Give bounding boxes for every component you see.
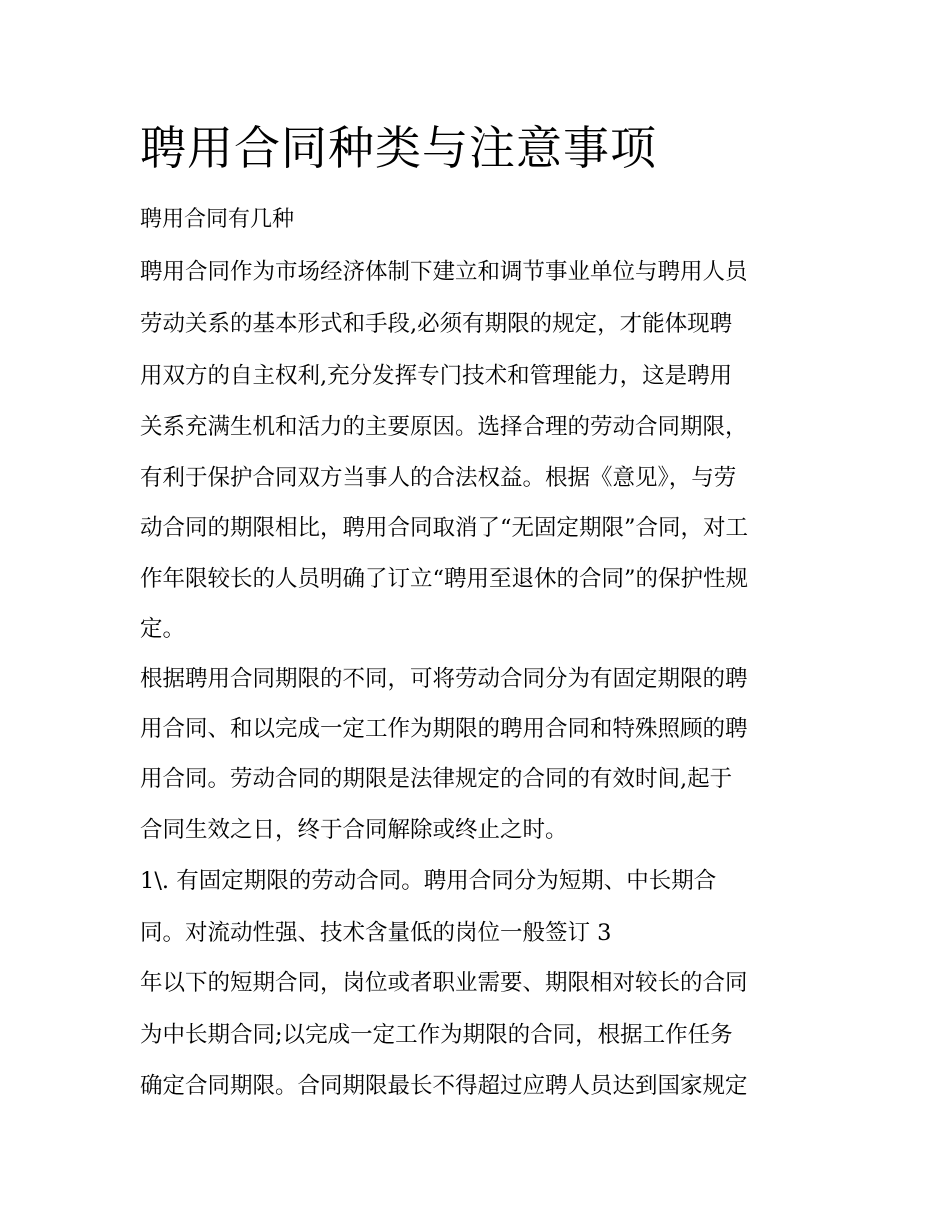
section-heading: 聘用合同有几种 xyxy=(140,207,295,232)
text-line: 用合同。劳动合同的期限是法律规定的合同的有效时间,起于 xyxy=(140,766,733,792)
text-line: 有利于保护合同双方当事人的合法权益。根据《意见》，与劳 xyxy=(140,465,737,491)
text-line: 定。 xyxy=(140,616,186,642)
text-line: 动合同的期限相比，聘用合同取消了“无固定期限”合同，对工 xyxy=(140,515,749,541)
text-line: 为中长期合同;以完成一定工作为期限的合同，根据工作任务 xyxy=(140,1022,733,1048)
text-line: 用合同、和以完成一定工作为期限的聘用合同和特殊照顾的聘 xyxy=(140,716,748,742)
text-line: 用双方的自主权利,充分发挥专门技术和管理能力，这是聘用 xyxy=(140,363,733,389)
document-title: 聘用合同种类与注意事项 xyxy=(140,121,657,175)
text-line: 劳动关系的基本形式和手段,必须有期限的规定，才能体现聘 xyxy=(140,311,733,337)
text-line: 根据聘用合同期限的不同，可将劳动合同分为有固定期限的聘 xyxy=(140,666,748,692)
text-line: 1\. 有固定期限的劳动合同。聘用合同分为短期、中长期合 xyxy=(140,868,717,894)
text-line: 同。对流动性强、技术含量低的岗位一般签订 3 xyxy=(140,920,612,946)
text-line: 确定合同期限。合同期限最长不得超过应聘人员达到国家规定 xyxy=(140,1073,748,1099)
text-line: 聘用合同作为市场经济体制下建立和调节事业单位与聘用人员 xyxy=(140,259,748,285)
text-line: 合同生效之日，终于合同解除或终止之时。 xyxy=(140,817,568,843)
text-line: 关系充满生机和活力的主要原因。选择合理的劳动合同期限， xyxy=(140,414,748,440)
text-line: 年以下的短期合同，岗位或者职业需要、期限相对较长的合同 xyxy=(140,970,748,996)
text-line: 作年限较长的人员明确了订立“聘用至退休的合同”的保护性规 xyxy=(140,566,749,592)
